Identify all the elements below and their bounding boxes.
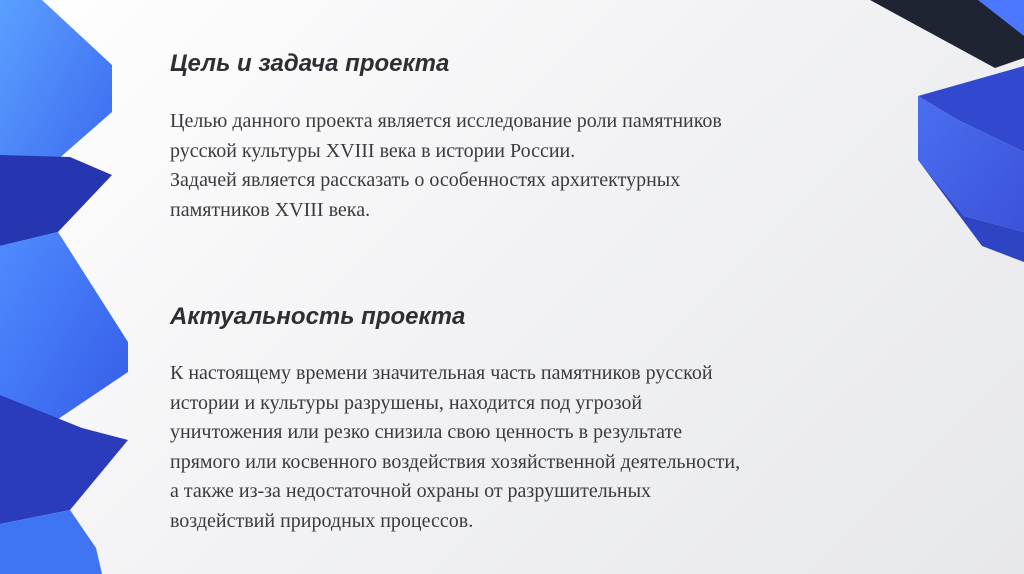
relevance-line: прямого или косвенного воздействия хозяйственной деятельности, (170, 450, 741, 473)
goal-section-title: Цель и задача проекта (170, 50, 450, 77)
relevance-section-text (170, 359, 740, 536)
relevance-section-title: Актуальность проекта (170, 303, 466, 330)
relevance-line: а также из-за недостаточной охраны от разрушительных (170, 480, 652, 502)
relevance-line: К настоящему времени значительная часть памятников русской (170, 362, 713, 384)
task-line: памятников XVIII века. (170, 198, 371, 221)
relevance-line: уничтожения или резко снизила свою ценность в результате (170, 421, 683, 443)
relevance-line: истории и культуры разрушены, находится под угрозой (170, 391, 643, 414)
goal-line: русской культуры XVIII века в истории России. (170, 139, 576, 162)
relevance-line: воздействий природных процессов. (170, 509, 474, 532)
goal-line: Целью данного проекта является исследование роли памятников (170, 110, 722, 132)
goal-section-text (170, 107, 722, 225)
task-line: Задачей является рассказать о особенностях архитектурных (170, 169, 681, 191)
